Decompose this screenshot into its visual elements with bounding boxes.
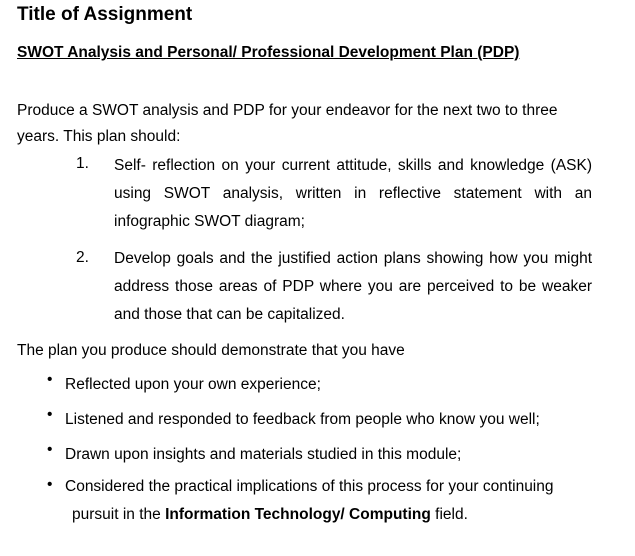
field-name-bold: Information Technology/ Computing: [165, 506, 431, 523]
bullet-icon: •: [47, 476, 53, 493]
bullet-icon: •: [47, 371, 53, 388]
bullet-item-1: Reflected upon your own experience;: [65, 376, 321, 393]
assignment-subtitle: SWOT Analysis and Personal/ Professional Development Plan (PDP): [17, 44, 520, 61]
bullet-item-4-line2: [65, 501, 468, 529]
bullet-icon: •: [47, 406, 53, 423]
bullet-item-4: [65, 473, 592, 529]
bullet-icon: •: [47, 441, 53, 458]
bullet-item-4-line1: Considered the practical implications of this process for your continuing: [65, 478, 554, 495]
line2-prefix: pursuit in the: [72, 506, 161, 523]
item-number: 2.: [76, 249, 89, 266]
assignment-title-heading: Title of Assignment: [17, 4, 193, 25]
item-text: Self- reflection on your current attitude, skills and knowledge (ASK) using SWOT analysis, written in reflective statement with an infographic SWOT diagram;: [114, 157, 592, 230]
item-number: 1.: [76, 155, 89, 172]
demonstrate-paragraph: The plan you produce should demonstrate that you have: [17, 342, 405, 359]
item-text: Develop goals and the justified action plans showing how you might address those areas of PDP where you are perceived to be weaker and those that can be capitalized.: [114, 250, 592, 323]
line2-suffix: field.: [435, 506, 468, 523]
bullet-item-3: Drawn upon insights and materials studied in this module;: [65, 446, 462, 463]
intro-paragraph: Produce a SWOT analysis and PDP for your endeavor for the next two to three years. This plan should:: [17, 102, 558, 145]
bullet-item-2: Listened and responded to feedback from people who know you well;: [65, 411, 540, 428]
